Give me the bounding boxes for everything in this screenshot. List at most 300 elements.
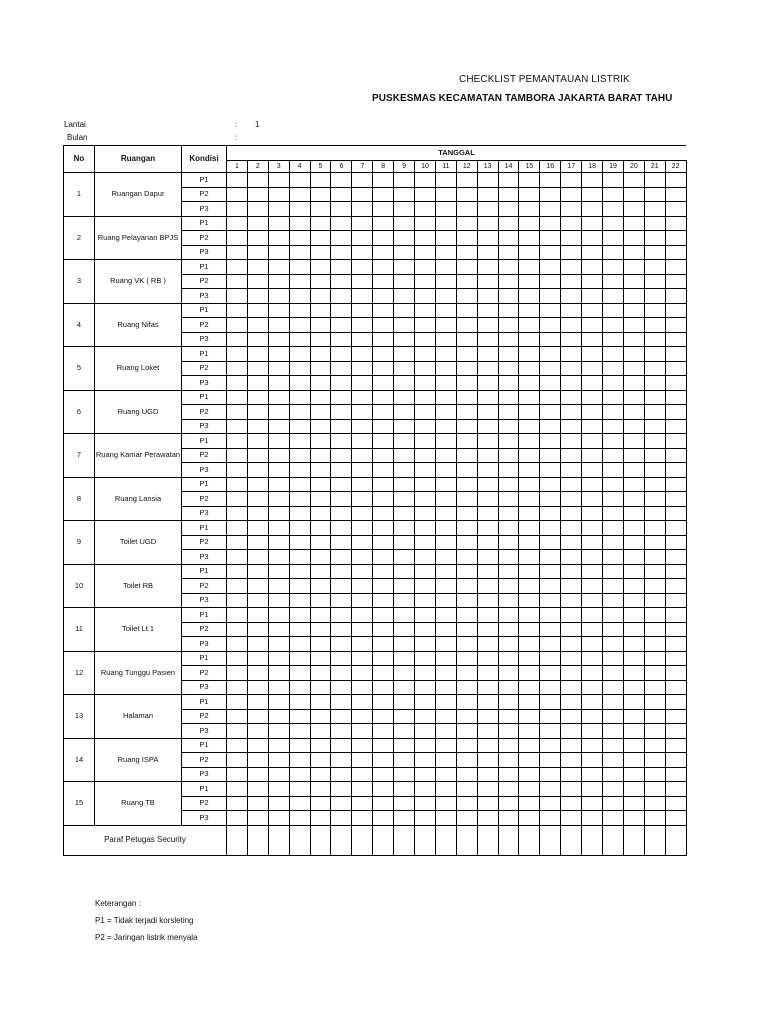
check-cell[interactable] [498,376,519,391]
check-cell[interactable] [310,245,331,260]
check-cell[interactable] [247,608,268,623]
check-cell[interactable] [582,622,603,637]
check-cell[interactable] [561,535,582,550]
check-cell[interactable] [247,738,268,753]
check-cell[interactable] [456,593,477,608]
check-cell[interactable] [373,231,394,246]
check-cell[interactable] [498,361,519,376]
check-cell[interactable] [268,564,289,579]
check-cell[interactable] [561,216,582,231]
check-cell[interactable] [268,680,289,695]
signature-cell[interactable] [415,825,436,855]
check-cell[interactable] [498,593,519,608]
check-cell[interactable] [310,637,331,652]
check-cell[interactable] [268,347,289,362]
check-cell[interactable] [352,274,373,289]
check-cell[interactable] [415,303,436,318]
check-cell[interactable] [435,593,456,608]
check-cell[interactable] [310,434,331,449]
check-cell[interactable] [227,738,248,753]
check-cell[interactable] [415,579,436,594]
check-cell[interactable] [415,506,436,521]
signature-cell[interactable] [289,825,310,855]
check-cell[interactable] [477,245,498,260]
check-cell[interactable] [623,724,644,739]
check-cell[interactable] [665,651,686,666]
check-cell[interactable] [477,680,498,695]
check-cell[interactable] [665,622,686,637]
check-cell[interactable] [289,666,310,681]
check-cell[interactable] [665,274,686,289]
check-cell[interactable] [644,274,665,289]
check-cell[interactable] [394,593,415,608]
check-cell[interactable] [289,477,310,492]
check-cell[interactable] [435,477,456,492]
check-cell[interactable] [435,651,456,666]
check-cell[interactable] [477,767,498,782]
check-cell[interactable] [561,289,582,304]
check-cell[interactable] [394,405,415,420]
check-cell[interactable] [394,666,415,681]
check-cell[interactable] [331,231,352,246]
check-cell[interactable] [623,796,644,811]
check-cell[interactable] [519,767,540,782]
check-cell[interactable] [352,695,373,710]
check-cell[interactable] [623,550,644,565]
check-cell[interactable] [310,738,331,753]
check-cell[interactable] [519,811,540,826]
check-cell[interactable] [394,738,415,753]
check-cell[interactable] [644,434,665,449]
check-cell[interactable] [644,303,665,318]
check-cell[interactable] [310,622,331,637]
check-cell[interactable] [623,434,644,449]
check-cell[interactable] [310,463,331,478]
check-cell[interactable] [561,274,582,289]
check-cell[interactable] [582,463,603,478]
check-cell[interactable] [498,666,519,681]
check-cell[interactable] [373,390,394,405]
check-cell[interactable] [331,477,352,492]
check-cell[interactable] [623,579,644,594]
check-cell[interactable] [456,651,477,666]
check-cell[interactable] [540,811,561,826]
check-cell[interactable] [435,506,456,521]
check-cell[interactable] [623,535,644,550]
check-cell[interactable] [289,376,310,391]
check-cell[interactable] [477,274,498,289]
check-cell[interactable] [247,680,268,695]
check-cell[interactable] [582,753,603,768]
check-cell[interactable] [435,782,456,797]
check-cell[interactable] [289,173,310,188]
check-cell[interactable] [227,564,248,579]
check-cell[interactable] [603,680,624,695]
check-cell[interactable] [373,521,394,536]
check-cell[interactable] [247,303,268,318]
check-cell[interactable] [540,637,561,652]
check-cell[interactable] [603,796,624,811]
check-cell[interactable] [394,767,415,782]
check-cell[interactable] [352,535,373,550]
check-cell[interactable] [665,608,686,623]
check-cell[interactable] [310,724,331,739]
check-cell[interactable] [561,564,582,579]
check-cell[interactable] [603,666,624,681]
check-cell[interactable] [561,173,582,188]
check-cell[interactable] [623,245,644,260]
check-cell[interactable] [498,187,519,202]
check-cell[interactable] [373,463,394,478]
check-cell[interactable] [561,260,582,275]
check-cell[interactable] [540,709,561,724]
check-cell[interactable] [289,216,310,231]
check-cell[interactable] [415,535,436,550]
check-cell[interactable] [498,767,519,782]
check-cell[interactable] [247,173,268,188]
check-cell[interactable] [352,187,373,202]
check-cell[interactable] [373,245,394,260]
check-cell[interactable] [415,564,436,579]
check-cell[interactable] [477,303,498,318]
check-cell[interactable] [623,303,644,318]
check-cell[interactable] [561,767,582,782]
check-cell[interactable] [644,376,665,391]
check-cell[interactable] [352,448,373,463]
check-cell[interactable] [582,434,603,449]
check-cell[interactable] [394,477,415,492]
check-cell[interactable] [623,173,644,188]
check-cell[interactable] [540,289,561,304]
check-cell[interactable] [435,535,456,550]
check-cell[interactable] [623,680,644,695]
check-cell[interactable] [498,216,519,231]
check-cell[interactable] [289,419,310,434]
check-cell[interactable] [498,579,519,594]
check-cell[interactable] [289,274,310,289]
check-cell[interactable] [644,709,665,724]
check-cell[interactable] [289,434,310,449]
check-cell[interactable] [435,202,456,217]
check-cell[interactable] [456,709,477,724]
check-cell[interactable] [227,550,248,565]
check-cell[interactable] [331,695,352,710]
check-cell[interactable] [415,608,436,623]
check-cell[interactable] [352,477,373,492]
check-cell[interactable] [227,782,248,797]
check-cell[interactable] [561,390,582,405]
check-cell[interactable] [519,535,540,550]
check-cell[interactable] [247,550,268,565]
check-cell[interactable] [456,347,477,362]
check-cell[interactable] [227,187,248,202]
check-cell[interactable] [415,434,436,449]
check-cell[interactable] [477,361,498,376]
check-cell[interactable] [268,666,289,681]
check-cell[interactable] [247,651,268,666]
check-cell[interactable] [665,332,686,347]
check-cell[interactable] [540,695,561,710]
check-cell[interactable] [582,390,603,405]
check-cell[interactable] [435,216,456,231]
check-cell[interactable] [435,680,456,695]
check-cell[interactable] [623,347,644,362]
check-cell[interactable] [582,695,603,710]
check-cell[interactable] [477,608,498,623]
check-cell[interactable] [498,318,519,333]
check-cell[interactable] [623,202,644,217]
check-cell[interactable] [644,245,665,260]
check-cell[interactable] [456,637,477,652]
check-cell[interactable] [665,434,686,449]
check-cell[interactable] [310,811,331,826]
check-cell[interactable] [644,260,665,275]
check-cell[interactable] [561,782,582,797]
check-cell[interactable] [268,753,289,768]
check-cell[interactable] [268,477,289,492]
check-cell[interactable] [540,666,561,681]
check-cell[interactable] [623,506,644,521]
check-cell[interactable] [268,405,289,420]
check-cell[interactable] [415,289,436,304]
check-cell[interactable] [247,709,268,724]
check-cell[interactable] [603,738,624,753]
check-cell[interactable] [623,608,644,623]
check-cell[interactable] [582,187,603,202]
check-cell[interactable] [310,274,331,289]
check-cell[interactable] [331,245,352,260]
check-cell[interactable] [352,608,373,623]
check-cell[interactable] [310,666,331,681]
check-cell[interactable] [477,463,498,478]
check-cell[interactable] [498,173,519,188]
check-cell[interactable] [540,680,561,695]
check-cell[interactable] [561,796,582,811]
check-cell[interactable] [227,767,248,782]
check-cell[interactable] [331,448,352,463]
check-cell[interactable] [289,811,310,826]
check-cell[interactable] [603,376,624,391]
check-cell[interactable] [373,753,394,768]
check-cell[interactable] [665,695,686,710]
check-cell[interactable] [582,579,603,594]
check-cell[interactable] [519,260,540,275]
check-cell[interactable] [665,477,686,492]
check-cell[interactable] [394,521,415,536]
check-cell[interactable] [498,506,519,521]
check-cell[interactable] [373,405,394,420]
check-cell[interactable] [644,738,665,753]
check-cell[interactable] [561,434,582,449]
check-cell[interactable] [435,361,456,376]
check-cell[interactable] [268,448,289,463]
check-cell[interactable] [415,796,436,811]
check-cell[interactable] [561,550,582,565]
check-cell[interactable] [415,550,436,565]
check-cell[interactable] [665,361,686,376]
check-cell[interactable] [415,376,436,391]
check-cell[interactable] [498,695,519,710]
check-cell[interactable] [519,782,540,797]
check-cell[interactable] [623,390,644,405]
check-cell[interactable] [352,753,373,768]
check-cell[interactable] [394,318,415,333]
check-cell[interactable] [477,260,498,275]
check-cell[interactable] [268,695,289,710]
check-cell[interactable] [415,405,436,420]
check-cell[interactable] [289,303,310,318]
check-cell[interactable] [394,506,415,521]
check-cell[interactable] [394,332,415,347]
check-cell[interactable] [498,274,519,289]
check-cell[interactable] [352,811,373,826]
check-cell[interactable] [227,622,248,637]
check-cell[interactable] [394,796,415,811]
check-cell[interactable] [519,506,540,521]
check-cell[interactable] [415,709,436,724]
signature-cell[interactable] [665,825,686,855]
check-cell[interactable] [623,361,644,376]
check-cell[interactable] [331,753,352,768]
check-cell[interactable] [227,274,248,289]
check-cell[interactable] [415,361,436,376]
check-cell[interactable] [603,811,624,826]
check-cell[interactable] [623,231,644,246]
check-cell[interactable] [456,245,477,260]
check-cell[interactable] [582,767,603,782]
check-cell[interactable] [394,492,415,507]
check-cell[interactable] [268,173,289,188]
check-cell[interactable] [644,564,665,579]
check-cell[interactable] [289,608,310,623]
check-cell[interactable] [268,390,289,405]
check-cell[interactable] [227,332,248,347]
check-cell[interactable] [415,492,436,507]
check-cell[interactable] [498,535,519,550]
check-cell[interactable] [227,651,248,666]
check-cell[interactable] [456,231,477,246]
check-cell[interactable] [644,318,665,333]
check-cell[interactable] [456,419,477,434]
check-cell[interactable] [540,332,561,347]
check-cell[interactable] [665,448,686,463]
check-cell[interactable] [352,419,373,434]
check-cell[interactable] [352,593,373,608]
check-cell[interactable] [227,579,248,594]
check-cell[interactable] [331,202,352,217]
check-cell[interactable] [561,738,582,753]
check-cell[interactable] [540,187,561,202]
check-cell[interactable] [310,361,331,376]
check-cell[interactable] [477,521,498,536]
check-cell[interactable] [477,332,498,347]
check-cell[interactable] [289,738,310,753]
check-cell[interactable] [498,477,519,492]
check-cell[interactable] [310,347,331,362]
check-cell[interactable] [456,477,477,492]
check-cell[interactable] [519,347,540,362]
check-cell[interactable] [373,709,394,724]
check-cell[interactable] [227,289,248,304]
check-cell[interactable] [331,709,352,724]
check-cell[interactable] [268,622,289,637]
check-cell[interactable] [268,651,289,666]
check-cell[interactable] [477,637,498,652]
check-cell[interactable] [623,709,644,724]
check-cell[interactable] [665,303,686,318]
check-cell[interactable] [582,811,603,826]
check-cell[interactable] [331,738,352,753]
check-cell[interactable] [227,637,248,652]
check-cell[interactable] [289,724,310,739]
check-cell[interactable] [519,637,540,652]
check-cell[interactable] [477,231,498,246]
check-cell[interactable] [582,738,603,753]
check-cell[interactable] [373,477,394,492]
check-cell[interactable] [561,811,582,826]
check-cell[interactable] [227,811,248,826]
check-cell[interactable] [415,811,436,826]
check-cell[interactable] [268,782,289,797]
check-cell[interactable] [561,506,582,521]
check-cell[interactable] [519,216,540,231]
check-cell[interactable] [310,260,331,275]
check-cell[interactable] [477,419,498,434]
check-cell[interactable] [644,202,665,217]
check-cell[interactable] [415,477,436,492]
check-cell[interactable] [415,448,436,463]
check-cell[interactable] [352,680,373,695]
check-cell[interactable] [394,202,415,217]
check-cell[interactable] [352,173,373,188]
check-cell[interactable] [540,564,561,579]
check-cell[interactable] [477,535,498,550]
check-cell[interactable] [310,318,331,333]
check-cell[interactable] [665,724,686,739]
check-cell[interactable] [415,593,436,608]
check-cell[interactable] [415,390,436,405]
check-cell[interactable] [289,593,310,608]
check-cell[interactable] [665,202,686,217]
check-cell[interactable] [331,796,352,811]
check-cell[interactable] [665,492,686,507]
check-cell[interactable] [561,361,582,376]
check-cell[interactable] [247,419,268,434]
signature-cell[interactable] [331,825,352,855]
check-cell[interactable] [435,738,456,753]
check-cell[interactable] [331,521,352,536]
check-cell[interactable] [247,376,268,391]
check-cell[interactable] [582,651,603,666]
check-cell[interactable] [310,753,331,768]
check-cell[interactable] [498,419,519,434]
check-cell[interactable] [227,521,248,536]
check-cell[interactable] [644,651,665,666]
check-cell[interactable] [561,245,582,260]
check-cell[interactable] [268,318,289,333]
check-cell[interactable] [644,666,665,681]
check-cell[interactable] [498,202,519,217]
check-cell[interactable] [456,434,477,449]
check-cell[interactable] [582,796,603,811]
check-cell[interactable] [456,332,477,347]
check-cell[interactable] [352,216,373,231]
check-cell[interactable] [247,318,268,333]
check-cell[interactable] [603,405,624,420]
check-cell[interactable] [644,724,665,739]
check-cell[interactable] [331,434,352,449]
check-cell[interactable] [477,376,498,391]
